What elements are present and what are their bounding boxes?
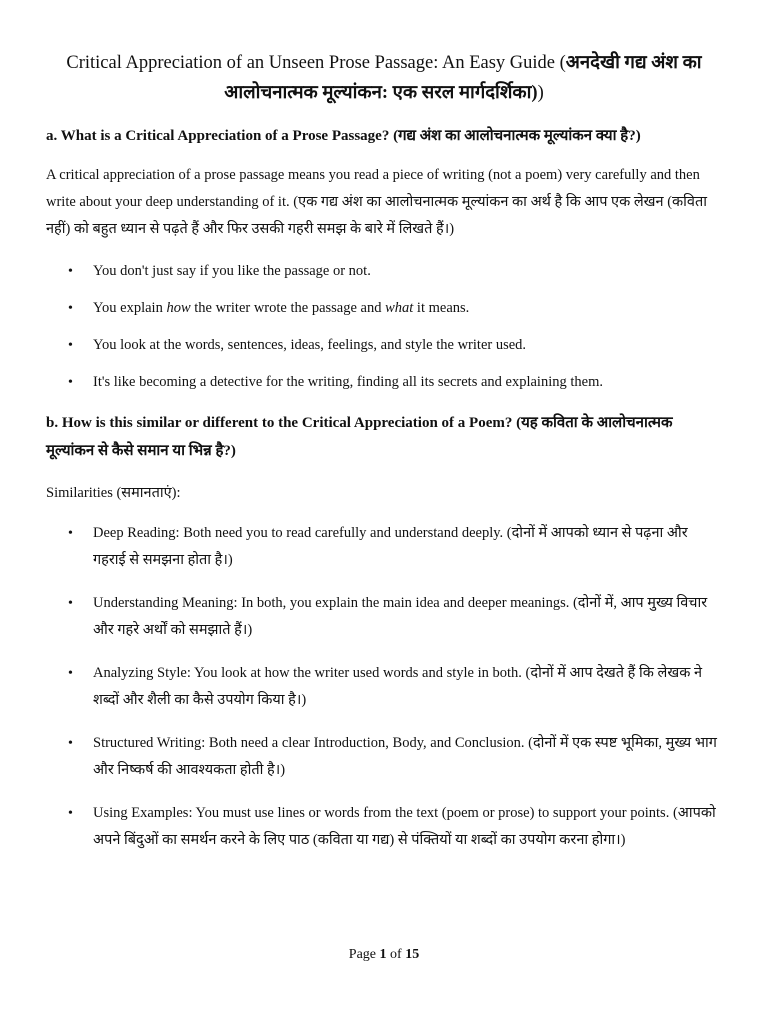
total-pages: 15	[405, 947, 420, 962]
bullet-icon: •	[68, 596, 73, 611]
section-b-heading-hi: यह कविता के आलोचनात्मक मूल्यांकन से कैसे समान या भिन्न है	[46, 415, 673, 459]
similarities-label: Similarities (समानताएं):	[46, 485, 181, 501]
section-b-heading	[46, 409, 722, 465]
document-page	[46, 0, 722, 1024]
page-number: Page 1 of 15	[348, 947, 420, 962]
section-a-heading-close: ?)	[628, 128, 641, 144]
title-hindi: अनदेखी गद्य अंश का आलोचनात्मक मूल्यांकन: एक सरल मार्गदर्शिका)	[224, 53, 702, 103]
section-a-heading-en: a. What is a Critical Appreciation of a Prose Passage? (	[46, 128, 399, 144]
bullet-icon: •	[68, 526, 73, 541]
list-item: • You don't just say if you like the passage or not.	[46, 258, 722, 285]
section-b-heading-en: b. How is this similar or different to the Critical Appreciation of a Poem? (	[46, 415, 522, 431]
similarities-bullet-list	[46, 520, 722, 854]
bullet-icon: •	[68, 736, 73, 751]
bullet-icon: •	[68, 338, 73, 353]
list-item: • Using Examples: You must use lines or words from the text (poem or prose) to support your points. (आपको अपने बिंदुओं का समर्थन करने के लिए पाठ (कविता या गद्य) से पंक्तियों या शब्दों का उपयोग करना होगा।)	[46, 800, 722, 854]
section-a-heading-hi: गद्य अंश का आलोचनात्मक मूल्यांकन क्या है	[398, 128, 629, 144]
list-item: • You look at the words, sentences, ideas, feelings, and style the writer used.	[46, 332, 722, 359]
title-close: )	[537, 83, 544, 103]
bullet-icon: •	[68, 375, 73, 390]
title-english: Critical Appreciation of an Unseen Prose Passage: An Easy Guide (	[66, 53, 566, 73]
list-item: • It's like becoming a detective for the writing, finding all its secrets and explaining them.	[46, 369, 722, 396]
document-title	[46, 48, 722, 108]
list-item: • Analyzing Style: You look at how the writer used words and style in both. (दोनों में आप देखते हैं कि लेखक ने शब्दों और शैली का कैसे उपयोग किया है।)	[46, 660, 722, 714]
bullet-icon: •	[68, 806, 73, 821]
list-item: • Structured Writing: Both need a clear Introduction, Body, and Conclusion. (दोनों में एक स्पष्ट भूमिका, मुख्य भाग और निष्कर्ष की आवश्यकता होती है।)	[46, 730, 722, 784]
list-item: • Understanding Meaning: In both, you explain the main idea and deeper meanings. (दोनों में, आप मुख्य विचार और गहरे अर्थों को समझाते हैं।)	[46, 590, 722, 644]
section-a-bullet-list	[46, 258, 722, 396]
list-item: • Deep Reading: Both need you to read carefully and understand deeply. (दोनों में आपको ध्यान से पढ़ना और गहराई से समझना होता है।)	[46, 520, 722, 574]
section-b-heading-close: ?)	[223, 443, 236, 459]
current-page: 1	[379, 947, 387, 962]
bullet-icon: •	[68, 301, 73, 316]
bullet-icon: •	[68, 264, 73, 279]
section-a-heading	[46, 123, 722, 149]
bullet-icon: •	[68, 666, 73, 681]
list-item: • You explain how the writer wrote the passage and what it means.	[46, 295, 722, 322]
section-a-intro: A critical appreciation of a prose passage means you read a piece of writing (not a poem) very carefully and then write about your deep understanding of it. (एक गद्य अंश का आलोचनात्मक मूल्यांकन का अर्थ है कि आप एक लेखन (कविता नहीं) को बहुत ध्यान से पढ़ते हैं और फिर उसकी गहरी समझ के बारे में लिखते हैं।)	[46, 167, 707, 237]
